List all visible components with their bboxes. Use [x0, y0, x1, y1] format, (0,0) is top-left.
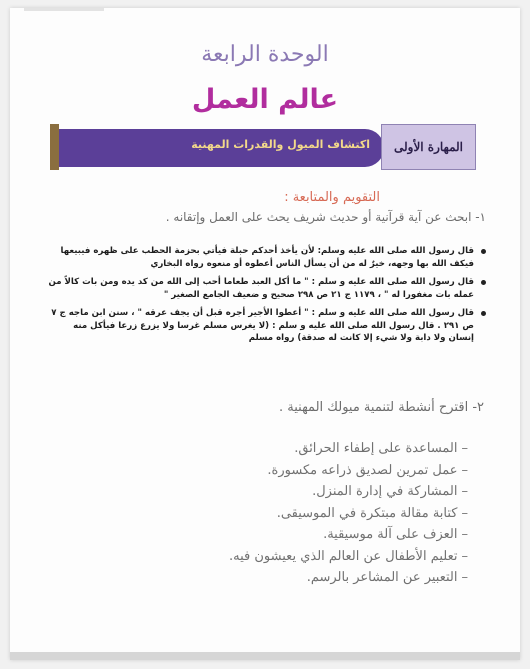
- dash-mark: –: [461, 527, 468, 543]
- textbook-page: [10, 8, 520, 660]
- page-bottom-strip: [10, 652, 520, 660]
- activities-list: [128, 438, 468, 589]
- dash-mark: –: [461, 441, 468, 457]
- list-item: [128, 567, 468, 589]
- bullet-icon: [481, 249, 486, 254]
- bullet-icon: [481, 280, 486, 285]
- activity-text: المساعدة على إطفاء الحرائق.: [294, 441, 458, 457]
- hadith-list: [46, 245, 486, 351]
- list-item: [128, 503, 468, 525]
- banner-skill-box: [381, 124, 476, 170]
- unit-name: عالم العمل: [191, 84, 339, 115]
- hadith-text: قال رسول الله صلى الله عليه و سلم : " ما أكل العبد طعاما أحب إلى الله من كد يده ومن بات كالاً من عمله بات مغفورا له " ، ١١٧٩ ج ٢١ ص ٢٩٨ صحيح و ضعيف الجامع الصغير ": [48, 277, 474, 300]
- list-item: [128, 438, 468, 460]
- hadith-text: قال رسول الله صلى الله عليه وسلم: لأن يأخذ أحدكم حبلة فيأتي بحزمة الحطب على ظهره فيبيعها فيكف الله بها وجهه، خيرٌ له من أن يسأل الناس أعطوه أو منعوه رواه البخاري: [60, 246, 474, 269]
- dash-mark: –: [461, 505, 468, 521]
- dash-mark: –: [461, 462, 468, 478]
- activity-text: عمل تمرين لصديق ذراعه مكسورة.: [267, 462, 458, 478]
- activity-text: العزف على آلة موسيقية.: [323, 527, 458, 543]
- skill-banner: [50, 124, 476, 170]
- activity-text: كتابة مقالة مبتكرة في الموسيقى.: [276, 505, 458, 521]
- question-2: ٢- اقترح أنشطة لتنمية ميولك المهنية .: [278, 400, 484, 415]
- dash-mark: –: [461, 548, 468, 564]
- activity-text: التعبير عن المشاعر بالرسم.: [306, 570, 458, 586]
- section-heading: التقويم والمتابعة :: [284, 190, 380, 205]
- scan-corner-mark: [24, 8, 104, 11]
- unit-title: الوحدة الرابعة: [201, 42, 329, 67]
- list-item: [46, 307, 486, 345]
- banner-title: اكتشاف الميول والقدرات المهنية: [191, 138, 370, 151]
- hadith-text: قال رسول الله صلى الله عليه و سلم : " أعطوا الأجير أجره قبل أن يجف عرقه " ، سنن ابن ماجه ج ٧ ص ٢٩١ . قال رسول الله صلى الله عليه و سلم : (لا يغرس مسلم غرسا ولا يزرع زرعا فيأكل منه إنسان ولا دابة ولا شيء إلا كانت له صدقة) رواه مسلم: [51, 308, 474, 343]
- question-1: ١- ابحث عن آية قرآنية أو حديث شريف يحث على العمل وإتقانه .: [165, 210, 486, 224]
- list-item: [46, 276, 486, 301]
- list-item: [128, 546, 468, 568]
- list-item: [128, 460, 468, 482]
- list-item: [128, 481, 468, 503]
- activity-text: تعليم الأطفال عن العالم الذي يعيشون فيه.: [229, 548, 458, 564]
- list-item: [128, 524, 468, 546]
- dash-mark: –: [461, 484, 468, 500]
- dash-mark: –: [461, 570, 468, 586]
- list-item: [46, 245, 486, 270]
- activity-text: المشاركة في إدارة المنزل.: [312, 484, 458, 500]
- banner-left-edge: [50, 124, 59, 170]
- banner-skill-label: المهارة الأولى: [393, 140, 463, 154]
- bullet-icon: [481, 311, 486, 316]
